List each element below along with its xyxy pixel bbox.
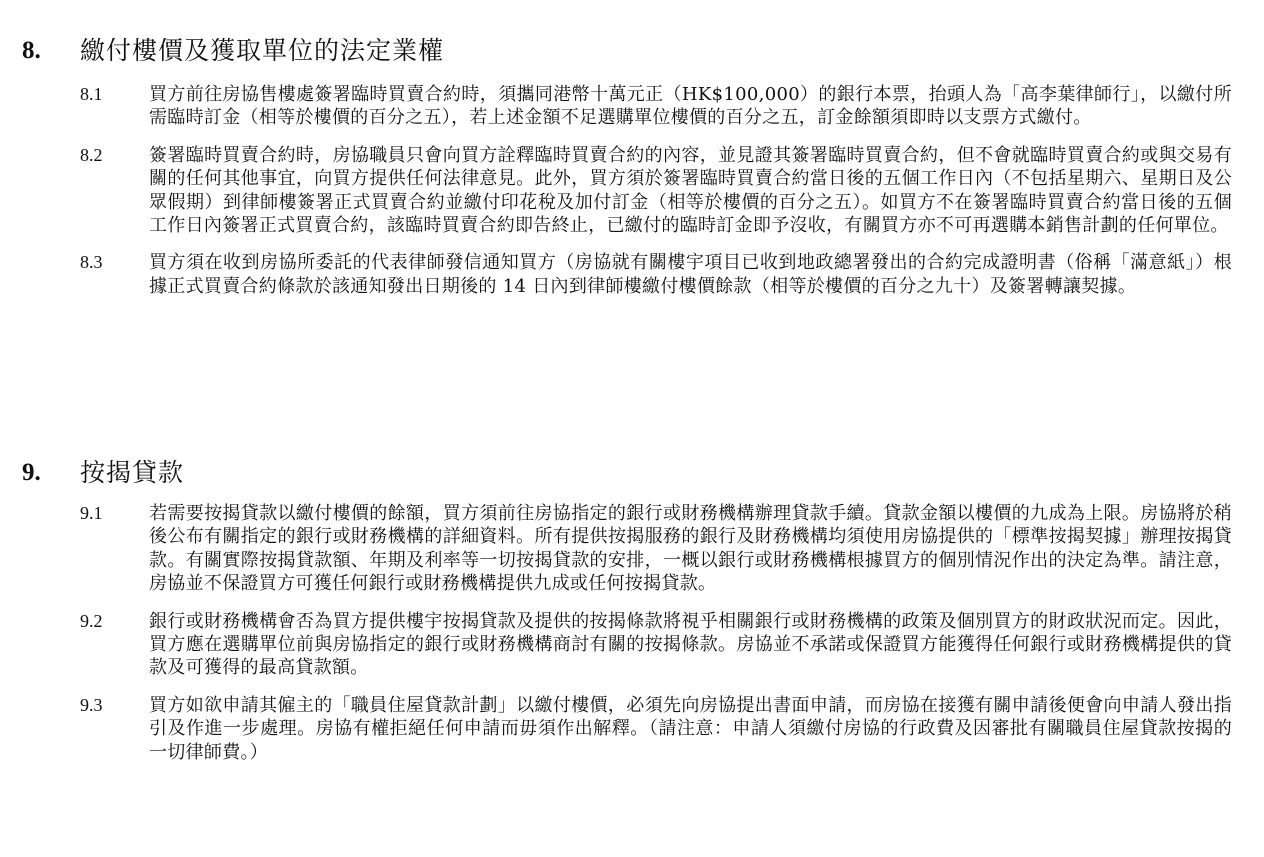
- clause-8-2: [0, 144, 1264, 238]
- section-9: [0, 456, 1264, 764]
- clause-text: 買方前往房協售樓處簽署臨時買賣合約時，須攜同港幣十萬元正（HK$100,000）的銀行本票，抬頭人為「高李葉律師行」，以繳付所需臨時訂金（相等於樓價的百分之五），若上述金額不足選購單位樓價的百分之五，訂金餘額須即時以支票方式繳付。: [149, 84, 1232, 129]
- clause-number: 9.3: [80, 694, 103, 715]
- clause-8-1: [0, 83, 1264, 130]
- clause-9-2: [0, 610, 1264, 680]
- clause-9-1: [0, 502, 1264, 596]
- clause-number: 8.2: [80, 144, 103, 165]
- clause-text: 銀行或財務機構會否為買方提供樓宇按揭貸款及提供的按揭條款將視乎相關銀行或財務機構的政策及個別買方的財政狀況而定。因此，買方應在選購單位前與房協指定的銀行或財務機構商討有關的按揭條款。房協並不承諾或保證買方能獲得任何銀行或財務機構提供的貸款及可獲得的最高貸款額。: [149, 610, 1232, 679]
- clause-text: 買方如欲申請其僱主的「職員住屋貸款計劃」以繳付樓價，必須先向房協提出書面申請，而房協在接獲有關申請後便會向申請人發出指引及作進一步處理。房協有權拒絕任何申請而毋須作出解釋。（請注意：申請人須繳付房協的行政費及因審批有關職員住屋貸款按揭的一切律師費。）: [149, 694, 1232, 763]
- section-title: 按揭貸款: [80, 458, 185, 487]
- clause-9-3: [0, 694, 1264, 764]
- clause-text: 買方須在收到房協所委託的代表律師發信通知買方（房協就有關樓宇項目已收到地政總署發出的合約完成證明書（俗稱「滿意紙」）根據正式買賣合約條款於該通知發出日期後的 14 日內到律師樓繳付樓價餘款（相等於樓價的百分之九十）及簽署轉讓契據。: [149, 252, 1232, 297]
- section-heading: [0, 34, 1264, 74]
- clause-number: 8.1: [80, 84, 103, 104]
- clause-text: 簽署臨時買賣合約時，房協職員只會向買方詮釋臨時買賣合約的內容，並見證其簽署臨時買賣合約，但不會就臨時買賣合約或與交易有關的任何其他事宜，向買方提供任何法律意見。此外，買方須於簽署臨時買賣合約當日後的五個工作日內（不包括星期六、星期日及公眾假期）到律師樓簽署正式買賣合約並繳付印花稅及加付訂金（相等於樓價的百分之五）。如買方不在簽署臨時買賣合約當日後的五個工作日內簽署正式買賣合約，該臨時買賣合約即告終止，已繳付的臨時訂金即予沒收，有關買方亦不可再選購本銷售計劃的任何單位。: [149, 144, 1232, 237]
- clause-number: 9.1: [80, 503, 103, 523]
- section-title: 繳付樓價及獲取單位的法定業權: [80, 36, 445, 65]
- section-number: 9.: [22, 459, 41, 486]
- clause-number: 8.3: [80, 252, 103, 273]
- clause-text: 若需要按揭貸款以繳付樓價的餘額，買方須前往房協指定的銀行或財務機構辦理貸款手續。貸款金額以樓價的九成為上限。房協將於稍後公布有關指定的銀行或財務機構的詳細資料。所有提供按揭服務的銀行及財務機構均須使用房協提供的「標準按揭契據」辦理按揭貸款。有關實際按揭貸款額、年期及利率等一切按揭貸款的安排，一概以銀行或財務機構根據買方的個別情況作出的決定為準。請注意，房協並不保證買方可獲任何銀行或財務機構提供九成或任何按揭貸款。: [149, 503, 1232, 595]
- clause-8-3: [0, 251, 1264, 298]
- section-heading: [0, 456, 1264, 496]
- section-number: 8.: [22, 37, 41, 64]
- section-8: [0, 34, 1264, 298]
- clause-number: 9.2: [80, 610, 103, 631]
